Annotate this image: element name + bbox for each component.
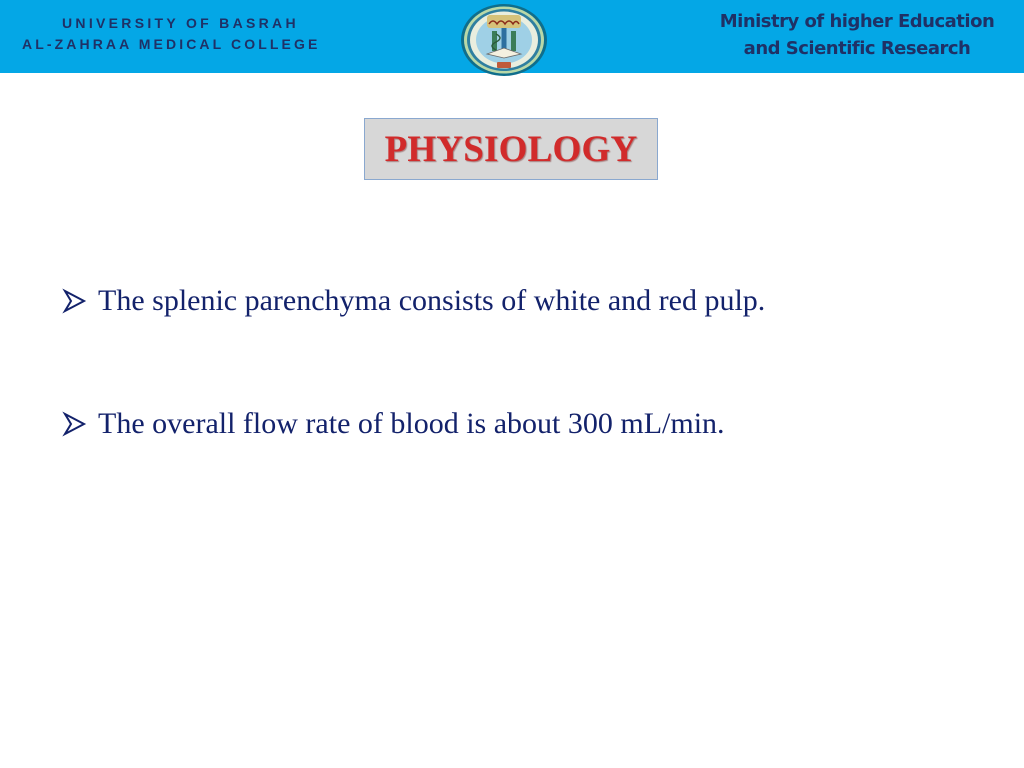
ministry-line-1: Ministry of higher Education: [719, 11, 995, 32]
university-name: UNIVERSITY OF BASRAH: [62, 15, 299, 31]
slide-title: PHYSIOLOGY: [384, 128, 638, 170]
ministry-line-2: and Scientific Research: [743, 38, 971, 59]
bullet-item: [62, 407, 725, 441]
college-name: AL-ZAHRAA MEDICAL COLLEGE: [22, 36, 321, 52]
arrowhead-bullet-icon: [62, 410, 88, 438]
slide-title-box: [364, 118, 658, 180]
bullet-text: The splenic parenchyma consists of white and red pulp.: [98, 284, 766, 317]
ministry-name: [700, 8, 1014, 62]
bullet-text: The overall flow rate of blood is about 300 mL/min.: [98, 407, 725, 440]
arrowhead-bullet-icon: [62, 287, 88, 315]
bullet-item: [62, 284, 765, 318]
college-seal-icon: [459, 2, 549, 78]
